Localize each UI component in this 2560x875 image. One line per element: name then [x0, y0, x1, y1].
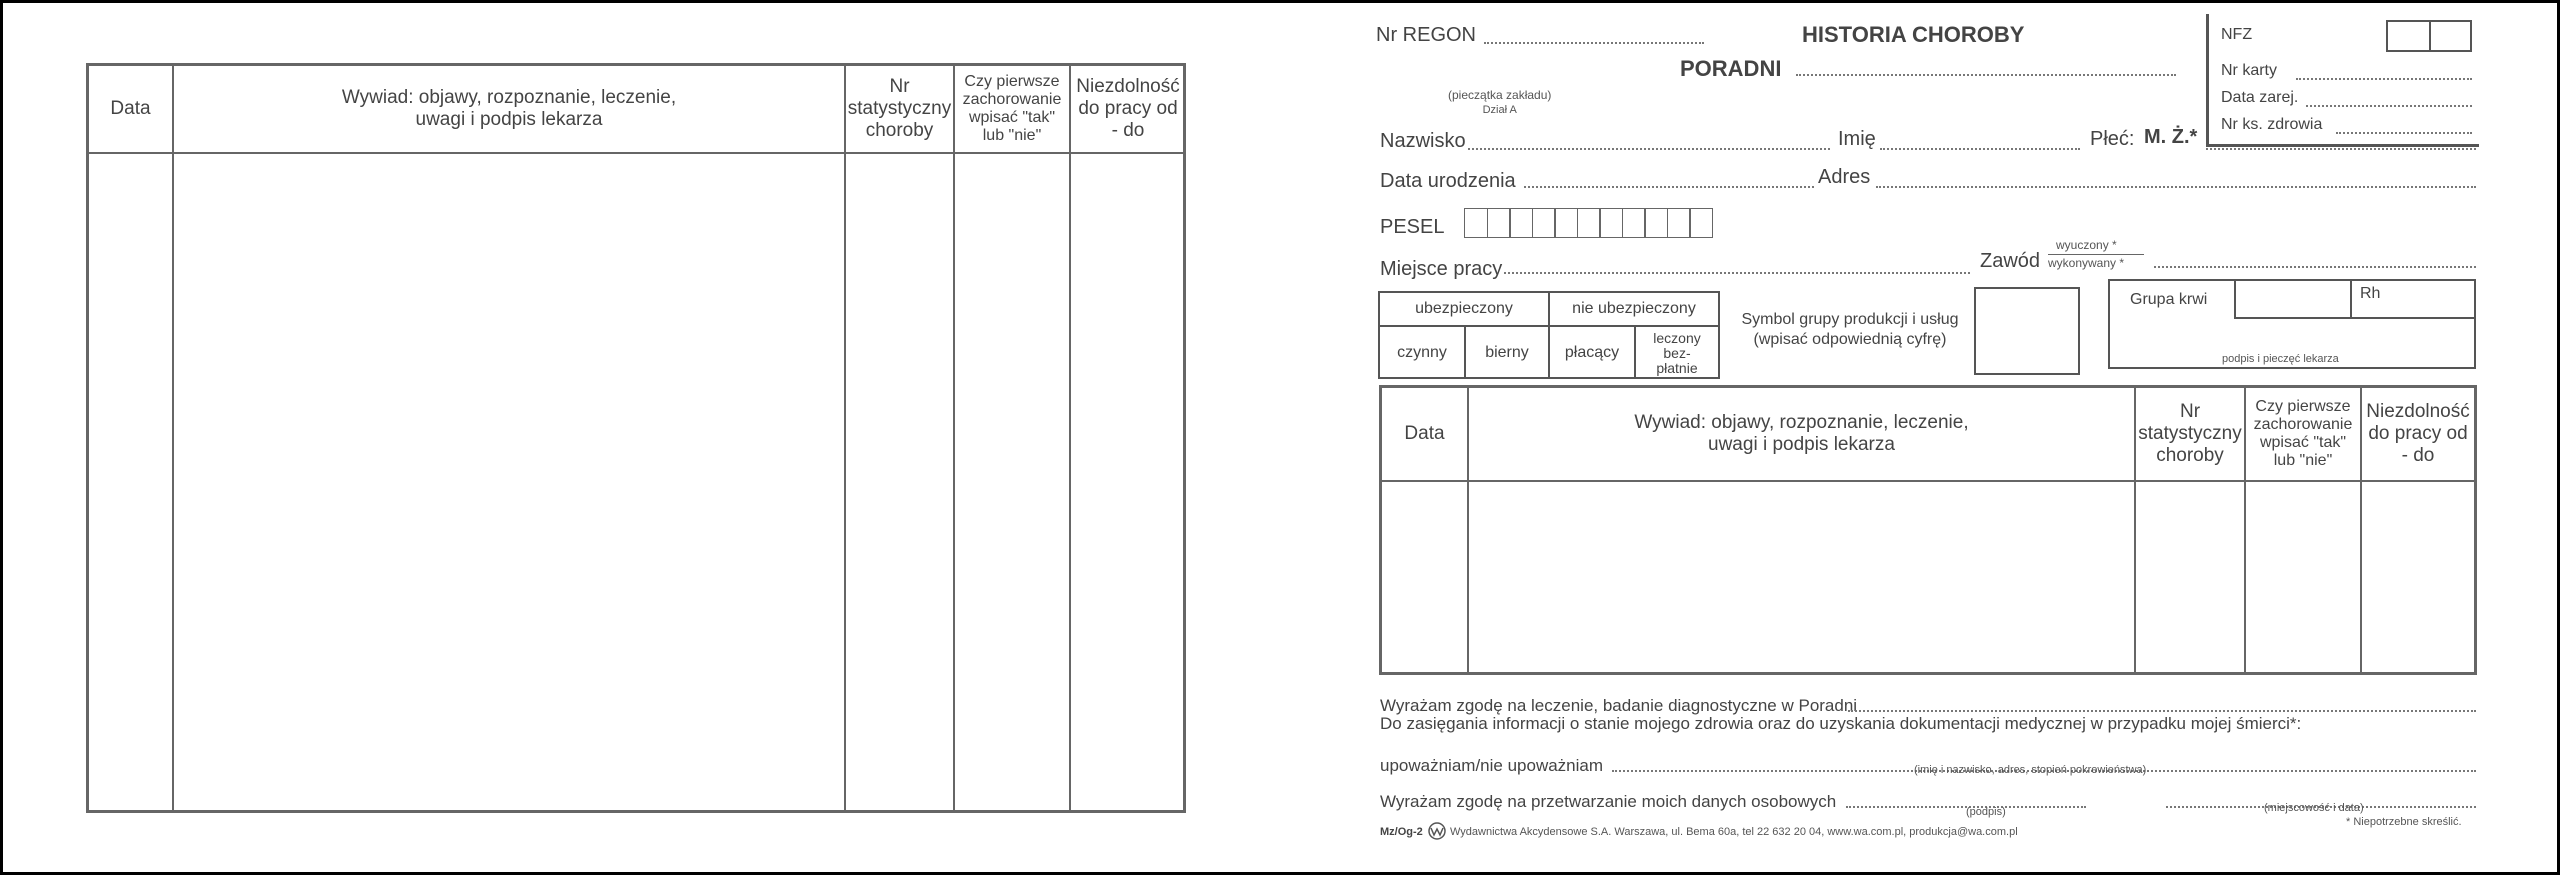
address-label: Adres [1818, 166, 1871, 188]
birth-label: Data urodzenia [1380, 170, 1516, 192]
rh-label: Rh [2360, 285, 2381, 302]
col-first-header: Czy pierwsze zachorowanie wpisać "tak" lub "nie" [2253, 398, 2353, 469]
regon-label: Nr REGON [1376, 24, 1476, 46]
health-book-label: Nr ks. zdrowia [2221, 116, 2323, 133]
insurance-box [1378, 291, 1720, 379]
sex-label: Płeć: [2090, 128, 2135, 150]
free-label: leczony bez-płatnie [1653, 329, 1701, 376]
authorize-note: (imię i nazwisko, adres, stopień pokrewieństwa) [1914, 764, 2147, 776]
blood-group-label: Grupa krwi [2130, 291, 2208, 308]
strike-note: * Niepotrzebne skreślić. [2346, 816, 2462, 828]
symbol-group-label: Symbol grupy produkcji i usług (wpisać odpowiednią cyfrę) [1741, 311, 1959, 348]
insured-label: ubezpieczony [1415, 300, 1513, 317]
not-insured-label: nie ubezpieczony [1572, 300, 1696, 317]
form-title: HISTORIA CHOROBY [1802, 22, 2025, 47]
publisher-info: Wydawnictwa Akcydensowe S.A. Warszawa, ul. Bema 60a, tel 22 632 20 04, www.wa.com.pl, produkcja@wa.com.pl [1450, 826, 2018, 838]
symbol-group-field[interactable] [1974, 287, 2080, 375]
form-code: Mz/Og-2 [1380, 826, 1423, 838]
name-label: Imię [1838, 128, 1876, 150]
col-interview-header: Wywiad: objawy, rozpoznanie, leczenie, uwagi i podpis lekarza [341, 87, 677, 130]
consent-treatment: Wyrażam zgodę na leczenie, badanie diagnostyczne w Poradni [1380, 696, 1858, 715]
profession-label: Zawód [1980, 250, 2041, 272]
surname-label: Nazwisko [1380, 130, 1466, 152]
right-record-table [1379, 385, 2477, 675]
left-record-table [86, 63, 1186, 813]
pesel-field[interactable] [1464, 208, 1712, 238]
passive-label: bierny [1485, 344, 1529, 361]
sex-value: M. Ż.* [2144, 126, 2198, 148]
reg-date-label: Data zarej. [2221, 89, 2299, 106]
stamp-note: (pieczątka zakładu) Dział A [1448, 88, 1552, 116]
profession-practiced: wykonywany * [2048, 256, 2125, 270]
place-date-note: (miejscowość i data) [2264, 802, 2364, 814]
profession-learned: wyuczony * [2056, 238, 2117, 252]
consent-data: Wyrażam zgodę na przetwarzanie moich danych osobowych [1380, 792, 1837, 811]
col-first-header: Czy pierwsze zachorowanie wpisać "tak" lub "nie" [962, 73, 1062, 144]
col-interview-header: Wywiad: objawy, rozpoznanie, leczenie, uwagi i podpis lekarza [1634, 412, 1969, 455]
consent-info: Do zasięgania informacji o stanie mojego zdrowia oraz do uzyskania dokumentacji medycznej w przypadku mojej śmierci*: [1380, 714, 2302, 733]
active-label: czynny [1397, 344, 1447, 361]
doctor-sign-note: podpis i pieczęć lekarza [2222, 353, 2339, 365]
col-date-header: Data [110, 98, 151, 119]
col-date-header: Data [1404, 423, 1445, 444]
col-stat-header: Nr statystyczny choroby [2138, 401, 2242, 466]
col-incapacity-header: Niezdolność do pracy od - do [2366, 401, 2470, 466]
col-stat-header: Nr statystyczny choroby [847, 76, 952, 141]
card-no-label: Nr karty [2221, 62, 2277, 79]
col-incapacity-header: Niezdolność do pracy od - do [1076, 76, 1180, 141]
publisher-logo-icon [1428, 822, 1446, 840]
blood-box [2108, 279, 2476, 369]
signature-note: (podpis) [1966, 806, 2006, 818]
nfz-field[interactable] [2386, 20, 2472, 52]
nfz-label: NFZ [2221, 26, 2253, 43]
workplace-label: Miejsce pracy [1380, 258, 1503, 280]
pesel-label: PESEL [1380, 216, 1445, 238]
paying-label: płacący [1564, 344, 1620, 361]
clinic-label: PORADNI [1680, 56, 1782, 81]
authorize-label: upoważniam/nie upoważniam [1380, 756, 1604, 775]
